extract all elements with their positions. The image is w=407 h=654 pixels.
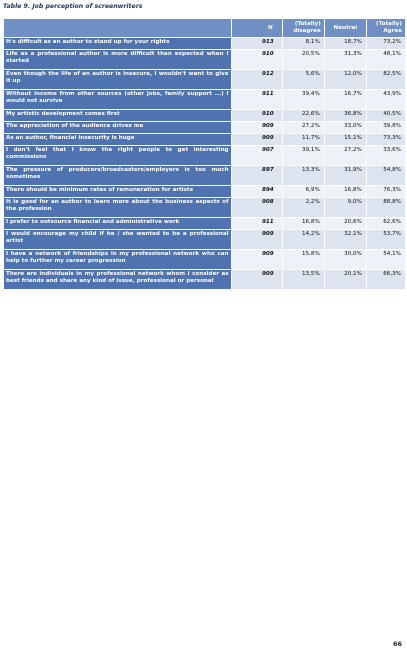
table-row [4, 134, 405, 145]
row-agree: 53,7% [367, 230, 405, 249]
row-agree: 54,8% [367, 166, 405, 185]
row-agree: 66,3% [367, 270, 405, 289]
row-disagree: 13,5% [283, 270, 324, 289]
row-n: 909 [232, 122, 282, 133]
row-disagree: 5,6% [283, 70, 324, 89]
table-caption: Table 9. Job perception of screenwriters [3, 3, 143, 10]
table-row [4, 218, 405, 229]
row-neutral: 9,0% [325, 198, 366, 217]
job-perception-table [3, 18, 406, 290]
row-statement: I don't feel that I know the right people to get interesting commissions [4, 146, 231, 165]
table-row [4, 270, 405, 289]
row-disagree: 11,7% [283, 134, 324, 145]
row-disagree: 22,6% [283, 110, 324, 121]
table-row [4, 198, 405, 217]
row-n: 897 [232, 166, 282, 185]
row-neutral: 15,1% [325, 134, 366, 145]
row-agree: 82,5% [367, 70, 405, 89]
row-neutral: 20,6% [325, 218, 366, 229]
row-n: 909 [232, 270, 282, 289]
row-disagree: 13,3% [283, 166, 324, 185]
row-statement: It is good for an author to learn more about the business aspects of the profession [4, 198, 231, 217]
table-row [4, 50, 405, 69]
row-statement: I have a network of friendships in my professional network who can help to further my career progression [4, 250, 231, 269]
row-agree: 73,2% [367, 38, 405, 49]
row-agree: 43,9% [367, 90, 405, 109]
row-agree: 33,6% [367, 146, 405, 165]
row-n: 907 [232, 146, 282, 165]
header-n: N [232, 19, 282, 37]
table-row [4, 146, 405, 165]
row-disagree: 16,8% [283, 218, 324, 229]
row-statement: I would encourage my child if he / she wanted to be a professional artist [4, 230, 231, 249]
table-row [4, 70, 405, 89]
row-agree: 39,8% [367, 122, 405, 133]
row-neutral: 31,3% [325, 50, 366, 69]
row-disagree: 20,5% [283, 50, 324, 69]
row-statement: My artistic development comes first [4, 110, 231, 121]
row-agree: 62,6% [367, 218, 405, 229]
row-neutral: 27,2% [325, 146, 366, 165]
header-disagree: (Totally) disagree [283, 19, 324, 37]
row-disagree: 6,9% [283, 186, 324, 197]
row-n: 894 [232, 186, 282, 197]
row-n: 911 [232, 90, 282, 109]
row-n: 910 [232, 50, 282, 69]
row-n: 913 [232, 38, 282, 49]
header-neutral: Neutral [325, 19, 366, 37]
row-n: 908 [232, 198, 282, 217]
row-n: 912 [232, 70, 282, 89]
row-statement: The appreciation of the audience drives me [4, 122, 231, 133]
row-neutral: 16,7% [325, 90, 366, 109]
row-n: 911 [232, 218, 282, 229]
row-agree: 88,8% [367, 198, 405, 217]
row-statement: Life as a professional author is more difficult than expected when I started [4, 50, 231, 69]
row-n: 910 [232, 110, 282, 121]
row-neutral: 31,9% [325, 166, 366, 185]
row-neutral: 36,8% [325, 110, 366, 121]
row-statement: It's difficult as an author to stand up for your rights [4, 38, 231, 49]
table-row [4, 90, 405, 109]
row-statement: Even though the life of an author is insecure, I wouldn't want to give it up [4, 70, 231, 89]
row-neutral: 33,0% [325, 122, 366, 133]
row-n: 909 [232, 250, 282, 269]
table-row [4, 122, 405, 133]
row-statement: I prefer to outsource financial and administrative work [4, 218, 231, 229]
row-neutral: 30,0% [325, 250, 366, 269]
row-statement: There are individuals in my professional network whom I consider as best friends and share any kind of issue, professional or personal [4, 270, 231, 289]
table-row [4, 230, 405, 249]
row-agree: 76,3% [367, 186, 405, 197]
table-row [4, 186, 405, 197]
row-disagree: 27,2% [283, 122, 324, 133]
row-disagree: 8,1% [283, 38, 324, 49]
row-n: 909 [232, 134, 282, 145]
row-agree: 48,1% [367, 50, 405, 69]
table-row [4, 166, 405, 185]
row-disagree: 39,4% [283, 90, 324, 109]
table-header-row [4, 19, 405, 37]
row-statement: There should be minimum rates of remuneration for artists [4, 186, 231, 197]
row-neutral: 20,1% [325, 270, 366, 289]
header-agree: (Totally) Agree [367, 19, 405, 37]
row-neutral: 12,0% [325, 70, 366, 89]
table-row [4, 110, 405, 121]
row-agree: 54,1% [367, 250, 405, 269]
row-disagree: 15,8% [283, 250, 324, 269]
row-disagree: 14,2% [283, 230, 324, 249]
row-statement: As an author, financial insecurity is huge [4, 134, 231, 145]
row-n: 909 [232, 230, 282, 249]
row-neutral: 16,8% [325, 186, 366, 197]
row-neutral: 18,7% [325, 38, 366, 49]
header-statement [4, 19, 231, 37]
row-statement: The pressure of producers/broadcasters/employers is too much sometimes [4, 166, 231, 185]
row-agree: 40,5% [367, 110, 405, 121]
row-disagree: 39,1% [283, 146, 324, 165]
row-disagree: 2,2% [283, 198, 324, 217]
row-neutral: 32,1% [325, 230, 366, 249]
table-row [4, 38, 405, 49]
row-agree: 73,3% [367, 134, 405, 145]
table-row [4, 250, 405, 269]
row-statement: Without income from other sources (other jobs, family support ...) I would not survive [4, 90, 231, 109]
page-number: 66 [392, 640, 402, 648]
